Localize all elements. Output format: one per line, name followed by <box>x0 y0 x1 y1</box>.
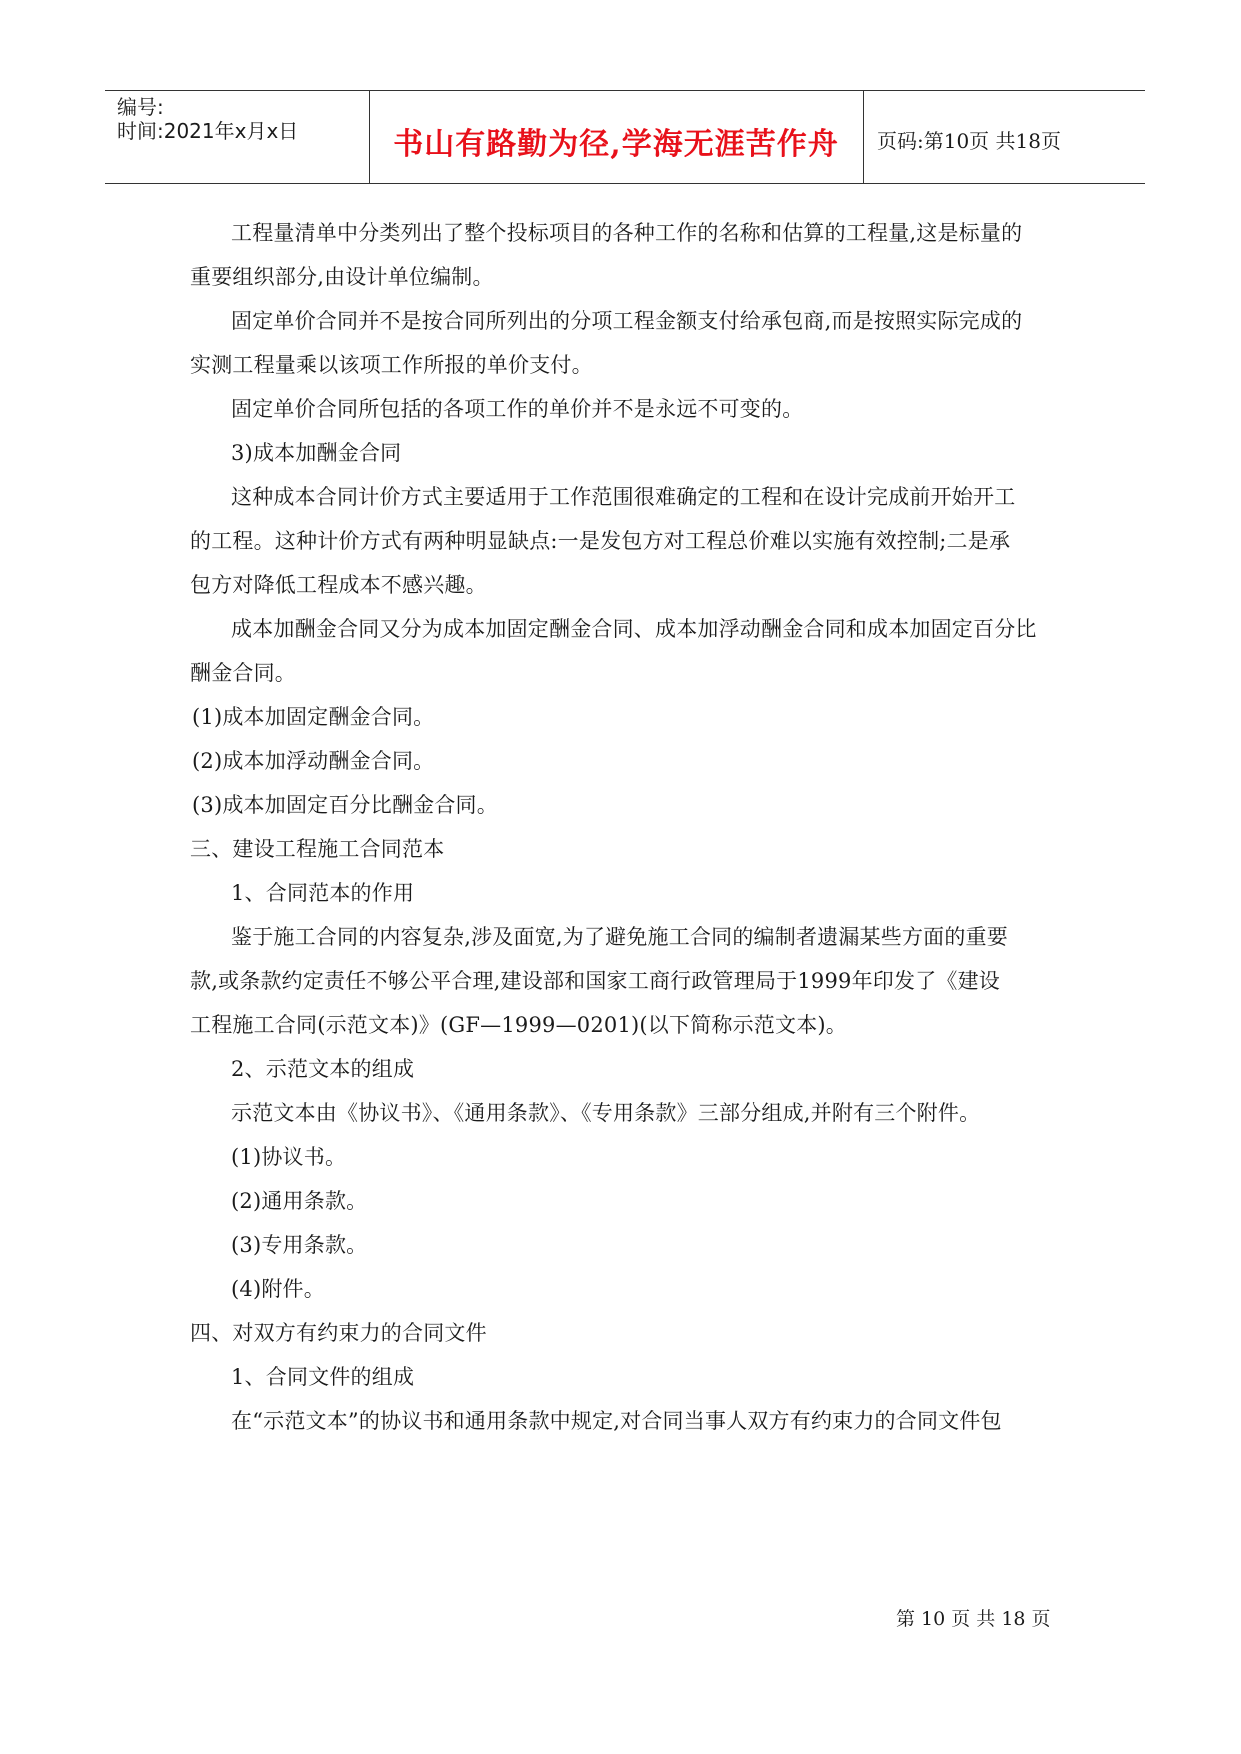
page-footer: 第 10 页 共 18 页 <box>896 1608 1051 1630</box>
section-heading: 四、对双方有约束力的合同文件 <box>190 1321 487 1345</box>
header-page-cell <box>863 91 1145 183</box>
subsection-heading: 2、示范文本的组成 <box>231 1057 415 1081</box>
body-line: 在“示范文本”的协议书和通用条款中规定,对合同当事人双方有约束力的合同文件包 <box>231 1409 1002 1433</box>
body-line: 固定单价合同并不是按合同所列出的分项工程金额支付给承包商,而是按照实际完成的 <box>231 309 1023 333</box>
document-time-label: 时间:2021年x月x日 <box>117 119 299 143</box>
body-line: 固定单价合同所包括的各项工作的单价并不是永远不可变的。 <box>231 397 804 421</box>
header-motto: 书山有路勤为径,学海无涯苦作舟 <box>393 127 839 162</box>
body-line: 鉴于施工合同的内容复杂,涉及面宽,为了避免施工合同的编制者遗漏某些方面的重要 <box>231 925 1008 949</box>
body-line: 重要组织部分,由设计单位编制。 <box>190 265 494 289</box>
body-line: 酬金合同。 <box>190 661 296 685</box>
header-motto-cell <box>369 91 864 183</box>
list-item: (2)成本加浮动酬金合同。 <box>192 749 435 773</box>
subsection-heading: 1、合同文件的组成 <box>231 1365 415 1389</box>
body-line: 工程施工合同(示范文本)》(GF—1999—0201)(以下简称示范文本)。 <box>190 1013 847 1037</box>
body-line: 包方对降低工程成本不感兴趣。 <box>190 573 487 597</box>
body-line: 款,或条款约定责任不够公平合理,建设部和国家工商行政管理局于1999年印发了《建设 <box>190 969 1000 993</box>
page-header <box>105 90 1145 184</box>
body-line: 的工程。这种计价方式有两种明显缺点:一是发包方对工程总价难以实施有效控制;二是承 <box>190 529 1011 553</box>
list-item: (3)专用条款。 <box>231 1233 368 1257</box>
header-info-cell <box>105 91 370 183</box>
body-line: 工程量清单中分类列出了整个投标项目的各种工作的名称和估算的工程量,这是标量的 <box>231 221 1023 245</box>
document-number-label: 编号: <box>117 95 164 119</box>
header-page-code: 页码:第10页 共18页 <box>877 129 1061 153</box>
body-line: 示范文本由《协议书》、《通用条款》、《专用条款》三部分组成,并附有三个附件。 <box>231 1101 981 1125</box>
list-item: (3)成本加固定百分比酬金合同。 <box>192 793 498 817</box>
section-heading: 3)成本加酬金合同 <box>231 441 402 465</box>
body-line: 实测工程量乘以该项工作所报的单价支付。 <box>190 353 593 377</box>
list-item: (4)附件。 <box>231 1277 325 1301</box>
body-line: 这种成本合同计价方式主要适用于工作范围很难确定的工程和在设计完成前开始开工 <box>231 485 1016 509</box>
list-item: (1)成本加固定酬金合同。 <box>192 705 435 729</box>
body-line: 成本加酬金合同又分为成本加固定酬金合同、成本加浮动酬金合同和成本加固定百分比 <box>231 617 1037 641</box>
subsection-heading: 1、合同范本的作用 <box>231 881 415 905</box>
list-item: (2)通用条款。 <box>231 1189 368 1213</box>
list-item: (1)协议书。 <box>231 1145 347 1169</box>
section-heading: 三、建设工程施工合同范本 <box>190 837 445 861</box>
